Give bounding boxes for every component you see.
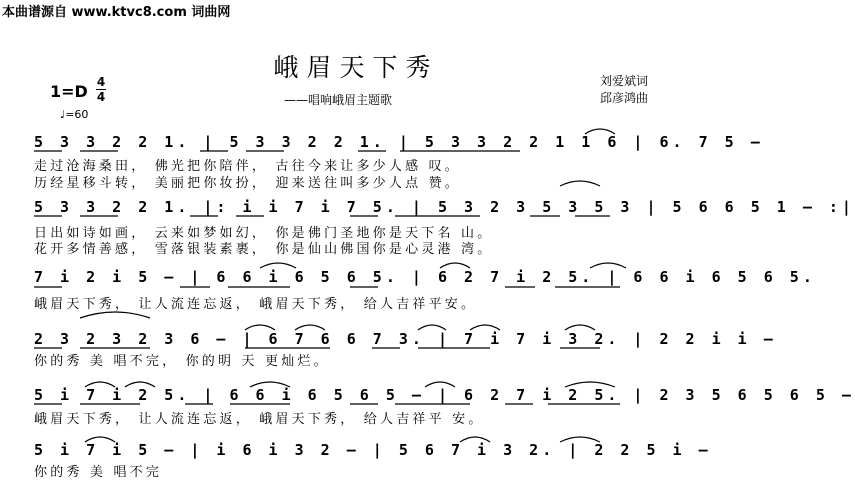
slur-mark <box>80 312 150 318</box>
lyric-line-1b: 历经星移斗转， 美丽把你妆扮， 迎来送往叫多少人点 赞。 <box>34 176 461 191</box>
lyric-line-4: 你的秀 美 唱不完， 你的明 天 更灿烂。 <box>34 354 330 369</box>
slur-mark <box>460 437 490 442</box>
notation-line-4: 2 3 2 3 2 3 6 – | 6 7 6 6 7 3. | 7 i 7 i 3 2. | 2 2 i i – <box>34 330 777 348</box>
slur-mark <box>590 263 626 268</box>
tempo-marking: ♩=60 <box>60 108 89 121</box>
slur-mark <box>245 325 275 330</box>
lyric-line-3: 峨眉天下秀， 让人流连忘返， 峨眉天下秀， 给人吉祥平安。 <box>34 297 478 312</box>
watermark-text: 本曲谱源自 www.ktvc8.com 词曲网 <box>2 5 231 20</box>
lyric-line-1a: 走过沧海桑田， 佛光把你陪伴， 古往今来让多少人感 叹。 <box>34 159 461 174</box>
slur-mark <box>250 382 290 387</box>
slur-mark <box>560 181 600 186</box>
song-subtitle: ——唱响峨眉主题歌 <box>284 93 393 107</box>
slur-mark <box>425 382 455 387</box>
notation-line-6: 5 i 7 i 5 – | i 6 i 3 2 – | 5 6 7 i 3 2. | 2 2 5 i – <box>34 441 712 459</box>
slur-mark <box>85 382 115 387</box>
slur-mark <box>260 263 296 268</box>
composer-credit: 邱彦鸿曲 <box>600 91 649 105</box>
lyric-line-6: 你的秀 美 唱不完 <box>34 465 163 480</box>
notation-line-1: 5 3 3 2 2 1. | 5 3 3 2 2 1. | 5 3 3 2 2 1 1 6 | 6. 7 5 – <box>34 133 764 151</box>
lyric-line-2b: 花开多情善感， 雪落银装素裹， 你是仙山佛国你是心灵港 湾。 <box>34 242 494 257</box>
notation-line-3: 7 i 2 i 5 – | 6 6 i 6 5 6 5. | 6 2 7 i 2 5. | 6 6 i 6 5 6 5. <box>34 268 816 286</box>
slur-mark <box>585 129 615 134</box>
lyricist-credit: 刘爱斌词 <box>600 74 649 88</box>
slur-mark <box>560 437 600 442</box>
slur-mark <box>418 325 446 330</box>
time-signature-top: 4 <box>96 75 106 89</box>
slur-mark <box>440 263 470 268</box>
slur-mark <box>565 325 595 330</box>
slur-mark <box>125 382 155 387</box>
slur-mark <box>565 382 615 387</box>
slur-mark <box>85 437 115 442</box>
lyric-line-5: 峨眉天下秀， 让人流连忘返， 峨眉天下秀， 给人吉祥平 安。 <box>34 412 485 427</box>
key-signature: 1=D <box>50 82 88 101</box>
notation-line-5: 5 i 7 i 2 5. | 6 6 i 6 5 6 5 – | 6 2 7 i 2 5. | 2 3 5 6 5 6 5 – <box>34 386 855 404</box>
notation-line-2: 5 3 3 2 2 1. |: i i 7 i 7 5. | 5 3 2 3 5 3 5 3 | 5 6 6 5 1 – :| <box>34 198 855 216</box>
slur-mark <box>470 325 500 330</box>
slur-mark <box>295 325 325 330</box>
time-signature-bottom: 4 <box>96 90 106 104</box>
song-title: 峨眉天下秀 <box>273 53 439 82</box>
lyric-line-2a: 日出如诗如画， 云来如梦如幻， 你是佛门圣地你是天下名 山。 <box>34 226 494 241</box>
